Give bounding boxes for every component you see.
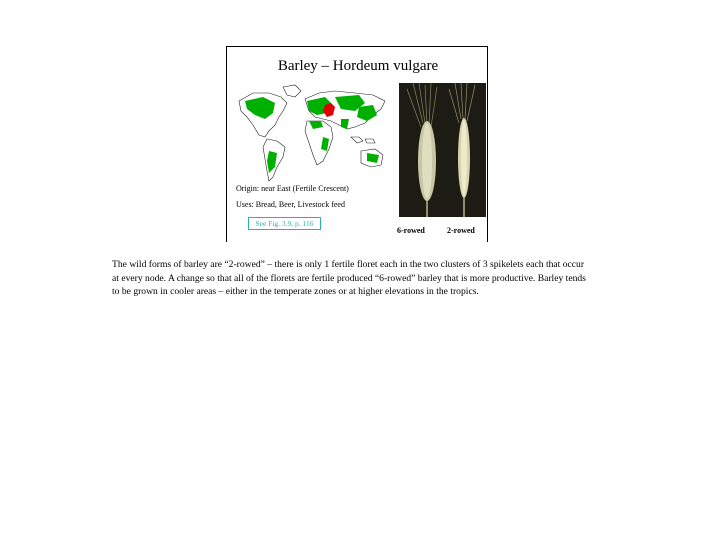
- east-asia-growing-region: [357, 105, 377, 121]
- slide-figure: [226, 46, 488, 242]
- slide-title: Barley – Hordeum vulgare: [277, 58, 439, 74]
- uses-text: Uses: Bread, Beer, Livestock feed: [236, 200, 345, 209]
- north-africa-growing-region: [309, 121, 323, 129]
- india-growing-region: [341, 119, 349, 129]
- sa-growing-region: [267, 151, 277, 173]
- figure-reference-link[interactable]: See Fig. 3.9, p. 116: [248, 217, 321, 230]
- two-rowed-label: 2-rowed: [447, 226, 475, 235]
- na-growing-region: [245, 97, 275, 119]
- east-africa-growing-region: [321, 137, 329, 151]
- origin-text: Origin: near East (Fertile Crescent): [236, 184, 349, 193]
- islands-outline: [351, 137, 375, 143]
- australia-growing-region: [367, 153, 379, 163]
- six-rowed-label: 6-rowed: [397, 226, 425, 235]
- greenland-outline: [283, 85, 301, 97]
- body-paragraph: The wild forms of barley are “2-rowed” – there is only 1 fertile floret each in the two clusters of 3 spikelets each that occur at every node. A change so that all of the florets are fertile produced “6-rowed” barley that is more productive. Barley tends to be grown in cooler areas – either in the temperate zones or at higher elevations in the tropics.: [112, 259, 586, 298]
- barley-spikes-photo: [399, 83, 486, 217]
